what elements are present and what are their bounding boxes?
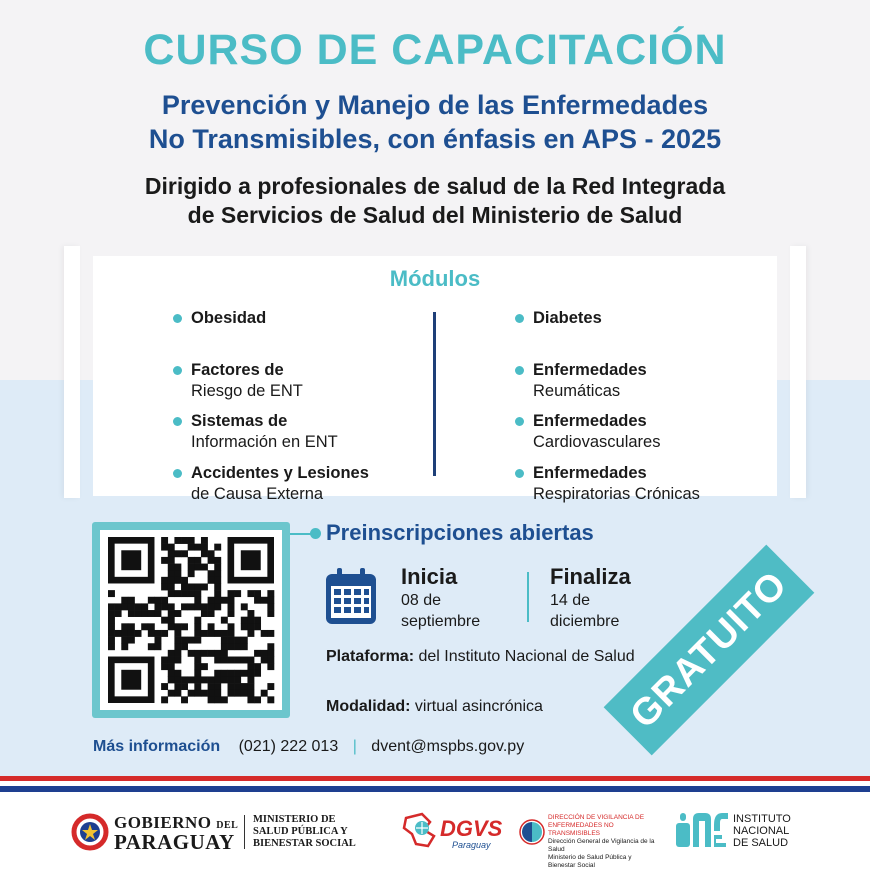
platform-info: Plataforma: del Instituto Nacional de Salud bbox=[326, 648, 635, 665]
module-item: Diabetes bbox=[515, 308, 700, 360]
modules-right-column bbox=[515, 308, 700, 514]
modules-card bbox=[93, 256, 777, 503]
module-item: Enfermedades Respiratorias Crónicas bbox=[515, 463, 700, 515]
module-item: Obesidad bbox=[173, 308, 369, 360]
bullet-icon bbox=[173, 417, 182, 426]
dvent-logo-text: DIRECCIÓN DE VIGILANCIA DE ENFERMEDADES NO TRANSMISIBLES Dirección General de Vigilancia de la Salud Ministerio de Salud Pública y Bienestar Social bbox=[548, 814, 655, 869]
modules-left-column bbox=[173, 308, 369, 514]
start-label: Inicia bbox=[401, 564, 458, 589]
card-side-left bbox=[64, 246, 80, 498]
free-badge: GRATUITO bbox=[604, 545, 815, 756]
qr-connector-line bbox=[290, 533, 312, 535]
audience-line-2: de Servicios de Salud del Ministerio de Salud bbox=[187, 202, 683, 228]
modules-title: Módulos bbox=[389, 266, 481, 291]
qr-code[interactable] bbox=[100, 530, 282, 710]
bullet-icon bbox=[515, 469, 524, 478]
dgvs-map-icon bbox=[400, 810, 442, 857]
ins-logo-icon bbox=[676, 813, 728, 852]
dvent-icon bbox=[519, 819, 545, 850]
ins-logo-text: INSTITUTO NACIONAL DE SALUD bbox=[733, 813, 791, 849]
audience-text bbox=[0, 172, 870, 230]
module-item: Enfermedades Cardiovasculares bbox=[515, 411, 700, 463]
qr-code-icon bbox=[100, 530, 282, 710]
module-item: Accidentes y Lesiones de Causa Externa bbox=[173, 463, 369, 515]
module-item: Sistemas de Información en ENT bbox=[173, 411, 369, 463]
module-item: Factores de Riesgo de ENT bbox=[173, 360, 369, 412]
bullet-icon bbox=[515, 366, 524, 375]
date-separator bbox=[527, 572, 529, 622]
contact-phone[interactable]: (021) 222 013 bbox=[238, 738, 339, 755]
ministry-logo-text: MINISTERIO DE SALUD PÚBLICA Y BIENESTAR SOCIAL bbox=[253, 814, 356, 849]
course-subtitle bbox=[0, 88, 870, 156]
modules-divider bbox=[433, 312, 436, 476]
contact-email[interactable]: dvent@mspbs.gov.py bbox=[371, 738, 525, 755]
qr-connector-dot bbox=[310, 528, 321, 539]
card-side-right bbox=[790, 246, 806, 498]
logo-separator bbox=[244, 815, 245, 849]
subtitle-line-2: No Transmisibles, con énfasis en APS - 2025 bbox=[148, 124, 722, 154]
start-date: 08 de septiembre bbox=[401, 592, 481, 630]
bullet-icon bbox=[173, 469, 182, 478]
flag-stripe-blue bbox=[0, 786, 870, 792]
calendar-icon bbox=[324, 566, 378, 631]
contact-label: Más información bbox=[93, 738, 221, 755]
module-item: Enfermedades Reumáticas bbox=[515, 360, 700, 412]
bullet-icon bbox=[515, 417, 524, 426]
end-date: 14 de diciembre bbox=[550, 592, 620, 630]
contact-info bbox=[93, 738, 524, 756]
end-label: Finaliza bbox=[550, 564, 631, 589]
bullet-icon bbox=[515, 314, 524, 323]
government-seal-icon bbox=[70, 812, 110, 857]
dgvs-logo-subtitle: Paraguay bbox=[452, 840, 491, 850]
qr-code-frame[interactable] bbox=[92, 522, 290, 718]
dgvs-logo-text: DGVS bbox=[440, 816, 503, 841]
contact-separator: | bbox=[352, 738, 357, 755]
subtitle-line-1: Prevención y Manejo de las Enfermedades bbox=[161, 90, 709, 120]
registration-heading: Preinscripciones abiertas bbox=[326, 520, 594, 545]
bullet-icon bbox=[173, 366, 182, 375]
course-title: CURSO DE CAPACITACIÓN bbox=[143, 26, 727, 74]
audience-line-1: Dirigido a profesionales de salud de la Red Integrada bbox=[144, 173, 726, 199]
modality-info: Modalidad: virtual asincrónica bbox=[326, 698, 543, 715]
bullet-icon bbox=[173, 314, 182, 323]
government-logo-text: GOBIERNO DEL PARAGUAY bbox=[114, 813, 239, 854]
